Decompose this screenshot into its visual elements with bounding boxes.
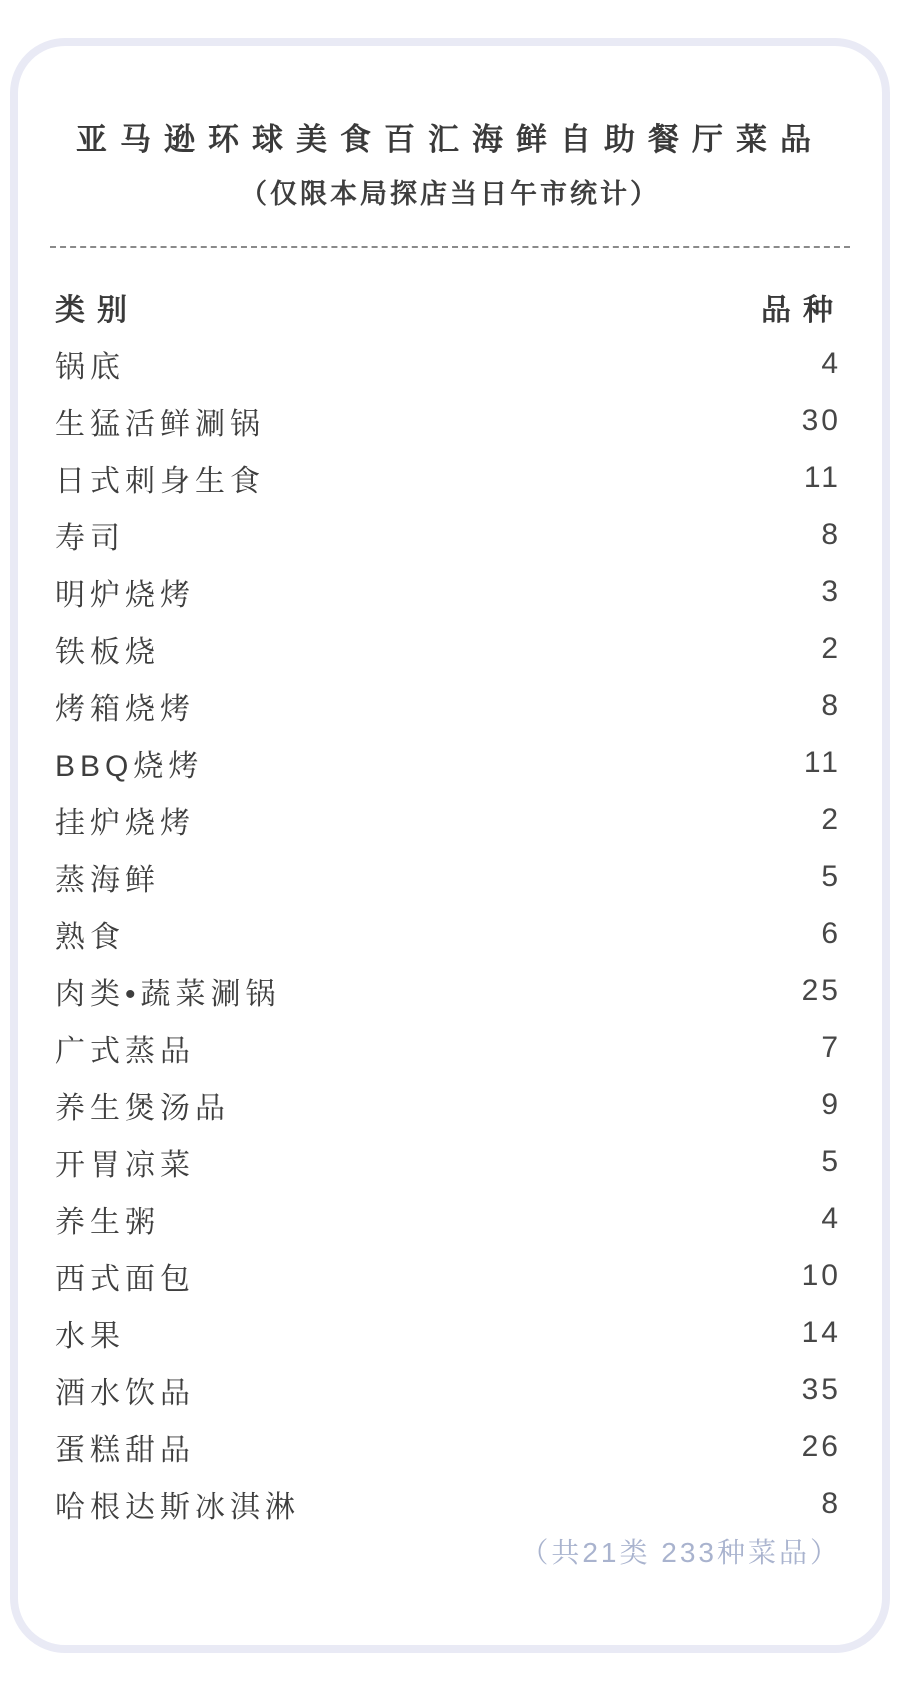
row-variety-count: 10 (801, 1258, 841, 1292)
row-category-label: 生猛活鲜涮锅 (55, 407, 265, 441)
table-row (55, 1418, 845, 1475)
table-row (55, 1133, 845, 1190)
row-category-label: 养生煲汤品 (55, 1091, 230, 1125)
row-variety-count: 8 (821, 688, 841, 722)
row-category-label: 明炉烧烤 (55, 578, 195, 612)
table-row (55, 392, 845, 449)
row-variety-count: 8 (821, 1486, 841, 1520)
table-row (55, 1190, 845, 1247)
row-category-label: 日式刺身生食 (55, 464, 265, 498)
row-variety-count: 30 (801, 403, 841, 437)
row-variety-count: 2 (821, 631, 841, 665)
page-subtitle: （仅限本局探店当日午市统计） (240, 179, 660, 209)
table-row (55, 1361, 845, 1418)
row-variety-count: 6 (821, 916, 841, 950)
row-variety-count: 5 (821, 1144, 841, 1178)
table-row (55, 1304, 845, 1361)
row-category-label: 酒水饮品 (55, 1376, 195, 1410)
row-variety-count: 4 (821, 1201, 841, 1235)
table-row (55, 1019, 845, 1076)
table-row (55, 791, 845, 848)
table-row (55, 1475, 845, 1532)
table-row (55, 1247, 845, 1304)
row-variety-count: 14 (801, 1315, 841, 1349)
row-variety-count: 8 (821, 517, 841, 551)
row-category-label: 熟食 (55, 920, 125, 954)
table-row (55, 677, 845, 734)
row-category-label: 西式面包 (55, 1262, 195, 1296)
row-category-label: 哈根达斯冰淇淋 (55, 1490, 300, 1524)
table-row (55, 962, 845, 1019)
menu-stats-card (10, 38, 890, 1653)
row-category-label: 广式蒸品 (55, 1034, 195, 1068)
row-category-label: 水果 (55, 1319, 125, 1353)
table-row (55, 506, 845, 563)
row-variety-count: 4 (821, 346, 841, 380)
row-variety-count: 35 (801, 1372, 841, 1406)
page-title: 亚马逊环球美食百汇海鲜自助餐厅菜品 (76, 122, 824, 157)
row-variety-count: 26 (801, 1429, 841, 1463)
table-row (55, 905, 845, 962)
row-variety-count: 11 (803, 460, 841, 494)
dashed-divider (50, 246, 850, 248)
row-category-label: 蛋糕甜品 (55, 1433, 195, 1467)
table-row (55, 848, 845, 905)
row-category-label: BBQ烧烤 (55, 749, 204, 783)
column-header-category: 类别 (55, 293, 139, 327)
row-category-label: 蒸海鲜 (55, 863, 160, 897)
row-variety-count: 25 (801, 973, 841, 1007)
row-category-label: 开胃凉菜 (55, 1148, 195, 1182)
row-category-label: 寿司 (55, 521, 125, 555)
table-row (55, 734, 845, 791)
row-variety-count: 7 (821, 1030, 841, 1064)
row-category-label: 锅底 (55, 350, 125, 384)
row-category-label: 烤箱烧烤 (55, 692, 195, 726)
total-summary-note: （共21类 233种菜品） (520, 1537, 841, 1568)
row-category-label: 养生粥 (55, 1205, 160, 1239)
menu-table-body (55, 335, 845, 1532)
table-header-row (55, 278, 845, 335)
row-variety-count: 9 (821, 1087, 841, 1121)
column-header-variety: 品种 (761, 293, 845, 327)
row-variety-count: 11 (803, 745, 841, 779)
table-row (55, 1076, 845, 1133)
row-category-label: 肉类•蔬菜涮锅 (55, 977, 281, 1011)
row-category-label: 挂炉烧烤 (55, 806, 195, 840)
row-variety-count: 3 (821, 574, 841, 608)
row-category-label: 铁板烧 (55, 635, 160, 669)
table-row (55, 335, 845, 392)
table-row (55, 563, 845, 620)
row-variety-count: 2 (821, 802, 841, 836)
row-variety-count: 5 (821, 859, 841, 893)
table-row (55, 620, 845, 677)
table-row (55, 449, 845, 506)
